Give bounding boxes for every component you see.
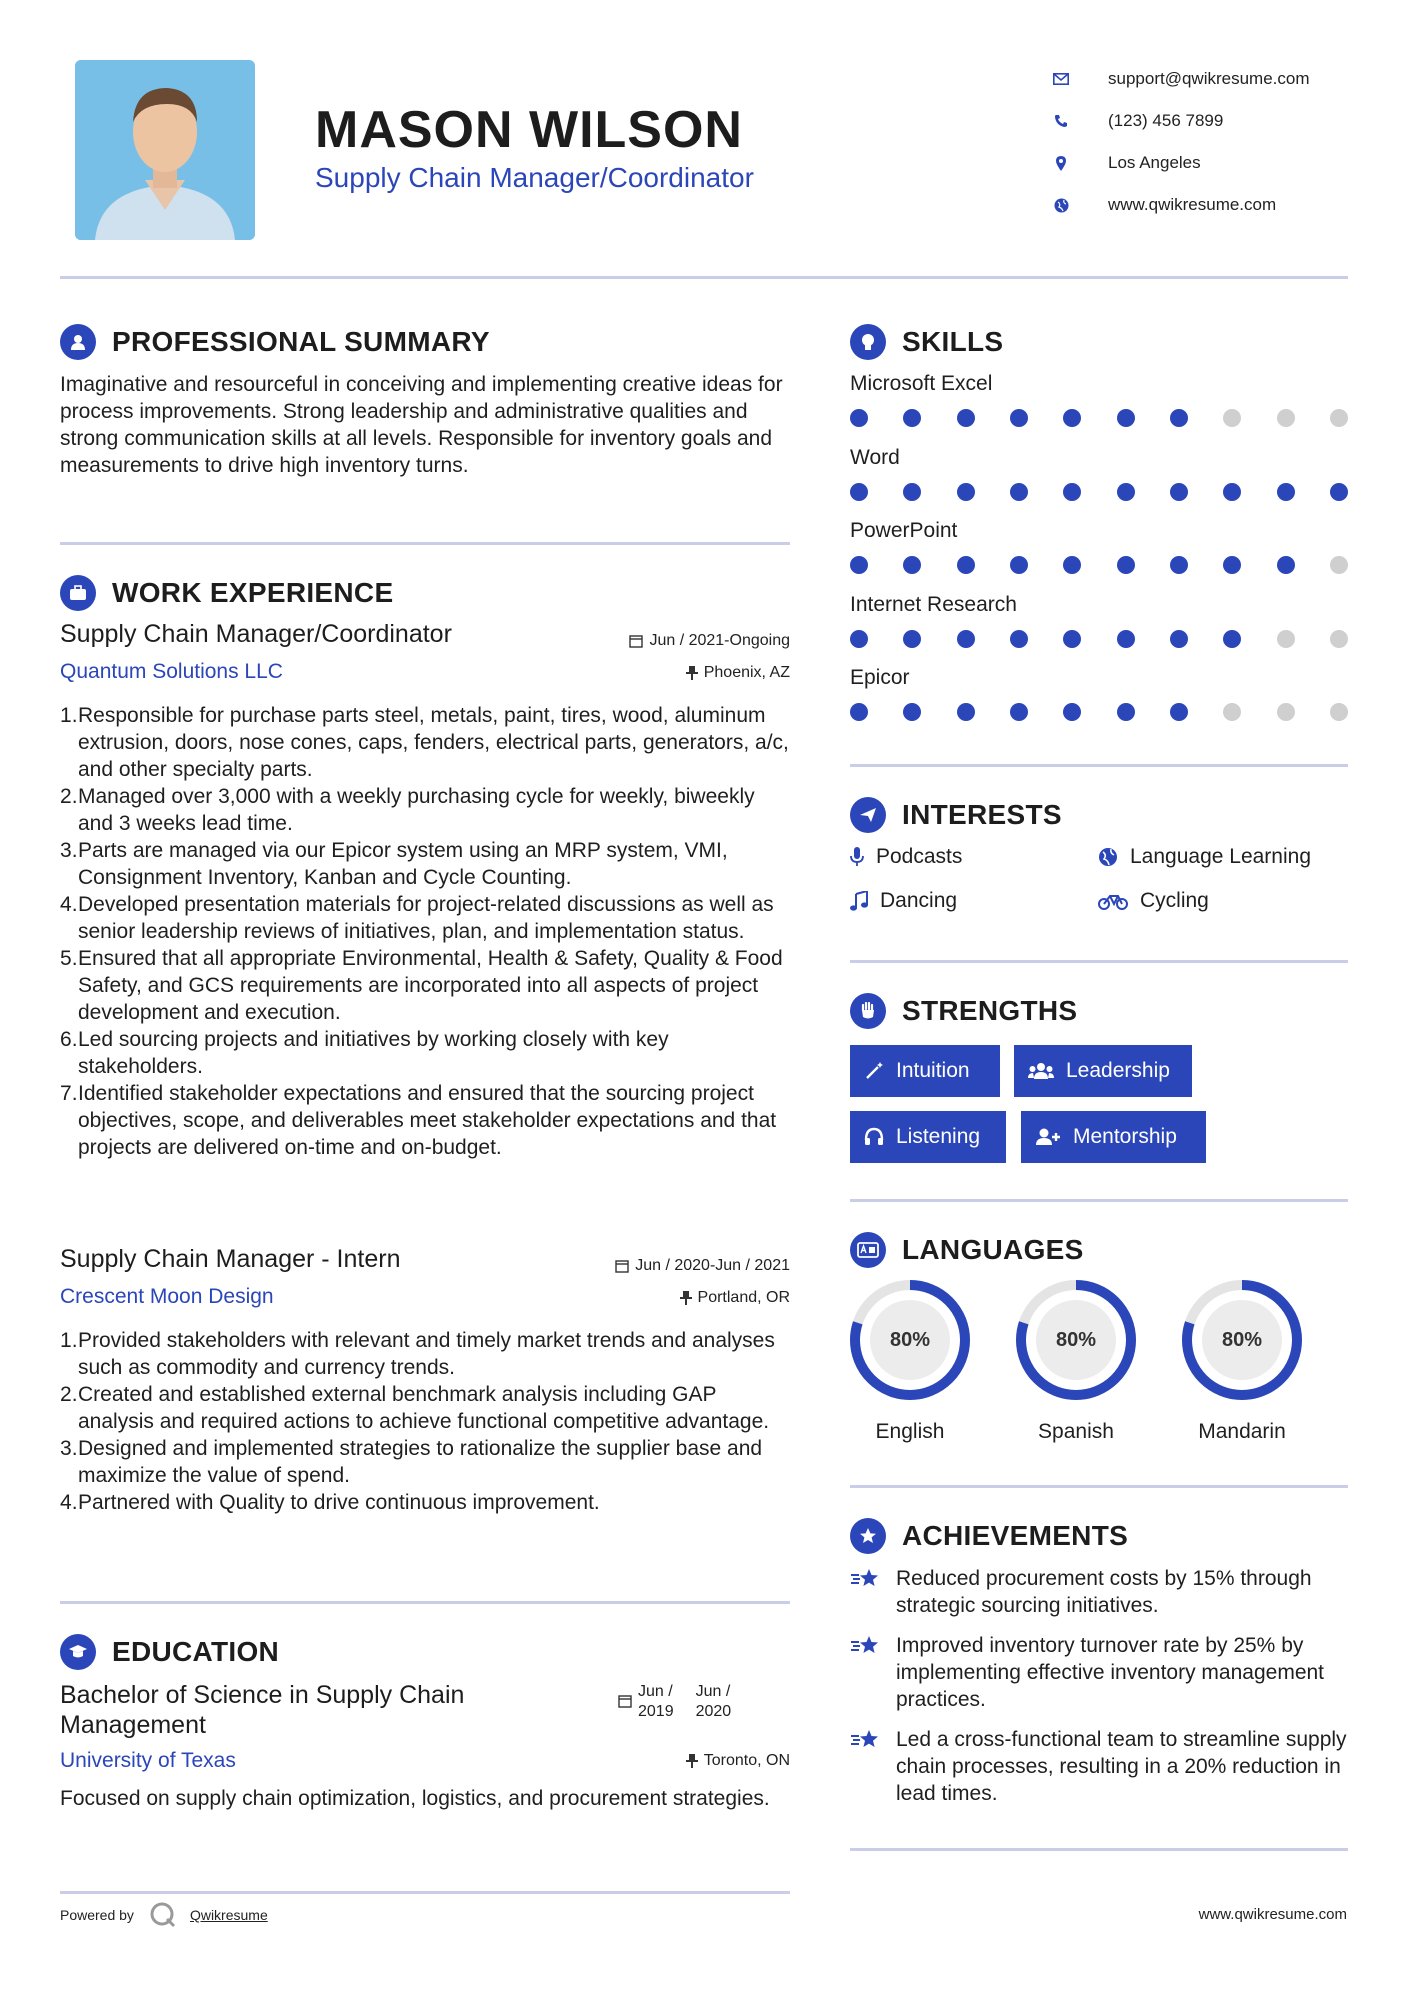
rating-dot-filled: [1170, 630, 1188, 648]
rating-dot-filled: [903, 409, 921, 427]
shooting-star-icon: [850, 1728, 882, 1752]
microphone-icon: [850, 847, 864, 867]
pin-icon: [680, 1291, 692, 1305]
bicycle-icon: [1098, 892, 1128, 910]
skill-rating: [850, 409, 1348, 427]
strengths-divider: [850, 1199, 1348, 1202]
work-heading: WORK EXPERIENCE: [60, 575, 393, 611]
rating-dot-filled: [957, 703, 975, 721]
job-1-title: Supply Chain Manager/Coordinator: [60, 620, 452, 648]
rating-dot-filled: [850, 630, 868, 648]
job-1-location: Phoenix, AZ: [686, 664, 790, 682]
languages-divider: [850, 1485, 1348, 1488]
footer-powered-by: Powered by Qwikresume: [60, 1900, 268, 1930]
strength-listening: Listening: [850, 1111, 1006, 1163]
job-1-date: Jun / 2021-Ongoing: [629, 632, 790, 650]
rating-dot-filled: [850, 703, 868, 721]
rating-dot-filled: [1010, 630, 1028, 648]
language-name: Mandarin: [1198, 1420, 1286, 1443]
contact-phone[interactable]: (123) 456 7899: [1050, 100, 1310, 142]
job-1-bullets: [60, 702, 790, 1161]
rating-dot-filled: [1170, 703, 1188, 721]
list-item: Designed and implemented strategies to rationalize the supplier base and maximize the value of spend.: [78, 1437, 763, 1487]
summary-divider: [60, 542, 790, 545]
job-2-date: Jun / 2020-Jun / 2021: [615, 1257, 790, 1275]
rating-dot-filled: [957, 556, 975, 574]
rating-dot-filled: [1063, 556, 1081, 574]
rating-dot-filled: [1223, 556, 1241, 574]
rating-dot-filled: [1170, 556, 1188, 574]
education-divider: [60, 1891, 790, 1894]
users-icon: [1028, 1061, 1054, 1081]
skill-name: Internet Research: [850, 592, 1017, 616]
list-item: Responsible for purchase parts steel, metals, paint, tires, wood, aluminum extrusion, doors, nose cones, caps, fenders, electrical parts, generators, a/c, and other specialty parts.: [78, 704, 789, 781]
contact-website[interactable]: www.qwikresume.com: [1050, 184, 1310, 226]
language-percent: 80%: [1036, 1300, 1116, 1380]
list-item: Developed presentation materials for project-related discussions as well as senior leadership reviews of initiatives, plan, and implementation status.: [78, 893, 774, 943]
rating-dot-filled: [1063, 483, 1081, 501]
rating-dot-filled: [1170, 483, 1188, 501]
music-icon: [850, 891, 868, 911]
list-item: Led sourcing projects and initiatives by working closely with key stakeholders.: [78, 1028, 669, 1078]
list-item: Partnered with Quality to drive continuous improvement.: [78, 1491, 600, 1514]
map-pin-icon: [1050, 152, 1072, 174]
rating-dot-filled: [1117, 630, 1135, 648]
strengths-heading: STRENGTHS: [850, 993, 1077, 1029]
lightbulb-icon: [850, 324, 886, 360]
rating-dot-filled: [1117, 556, 1135, 574]
summary-heading: PROFESSIONAL SUMMARY: [60, 324, 490, 360]
summary-text: Imaginative and resourceful in conceiving and implementing creative ideas for process improvements. Strong leadership and administrative qualities and strong communication skills at all levels. Responsible for inventory goals and measurements to drive high inventory turns.: [60, 373, 783, 477]
contact-email[interactable]: support@qwikresume.com: [1050, 58, 1310, 100]
graduation-cap-icon: [60, 1634, 96, 1670]
interests-heading: INTERESTS: [850, 797, 1062, 833]
skill-rating: [850, 630, 1348, 648]
list-item: Provided stakeholders with relevant and timely market trends and analyses such as commodity and currency trends.: [78, 1329, 775, 1379]
rating-dot-filled: [1223, 630, 1241, 648]
rating-dot-empty: [1277, 703, 1295, 721]
language-english: [848, 1278, 972, 1444]
interest-dancing: Dancing: [850, 889, 957, 913]
interests-divider: [850, 960, 1348, 963]
list-item: Parts are managed via our Epicor system using an MRP system, VMI, Consignment Inventory, Kanban and Cycle Counting.: [78, 839, 728, 889]
rating-dot-filled: [1010, 409, 1028, 427]
contact-location: Los Angeles: [1050, 142, 1310, 184]
qwikresume-link[interactable]: Qwikresume: [189, 1907, 268, 1923]
rating-dot-filled: [1063, 703, 1081, 721]
candidate-title: Supply Chain Manager/Coordinator: [315, 162, 754, 193]
qwikresume-logo-icon: [148, 1900, 178, 1930]
calendar-icon: [618, 1694, 632, 1708]
achievements-divider: [850, 1848, 1348, 1851]
rating-dot-filled: [957, 409, 975, 427]
language-card-icon: [850, 1232, 886, 1268]
job-2-title: Supply Chain Manager - Intern: [60, 1245, 401, 1273]
candidate-name: MASON WILSON: [315, 101, 743, 159]
education-heading: EDUCATION: [60, 1634, 279, 1670]
education-location: Toronto, ON: [686, 1752, 790, 1770]
rating-dot-empty: [1330, 703, 1348, 721]
calendar-icon: [615, 1259, 629, 1273]
rating-dot-filled: [850, 483, 868, 501]
rating-dot-filled: [903, 630, 921, 648]
rating-dot-empty: [1223, 703, 1241, 721]
rating-dot-filled: [957, 483, 975, 501]
footer-url[interactable]: www.qwikresume.com: [1198, 1906, 1347, 1923]
rating-dot-filled: [1277, 556, 1295, 574]
achievements-heading: ACHIEVEMENTS: [850, 1518, 1128, 1554]
job-2-bullets: [60, 1327, 790, 1516]
globe-icon: [1098, 847, 1118, 867]
language-spanish: [1014, 1278, 1138, 1444]
rating-dot-filled: [1170, 409, 1188, 427]
rating-dot-filled: [903, 703, 921, 721]
list-item: Ensured that all appropriate Environmental, Health & Safety, Quality & Food Safety, and GCS requirements are incorporated into all aspects of project development and execution.: [78, 947, 783, 1024]
rating-dot-filled: [903, 556, 921, 574]
rating-dot-empty: [1330, 409, 1348, 427]
headphones-icon: [864, 1127, 884, 1147]
rating-dot-empty: [1223, 409, 1241, 427]
interest-cycling: Cycling: [1098, 889, 1209, 913]
shooting-star-icon: [850, 1634, 882, 1658]
pin-icon: [686, 666, 698, 680]
rating-dot-filled: [1063, 409, 1081, 427]
user-icon: [60, 324, 96, 360]
rating-dot-empty: [1277, 409, 1295, 427]
rating-dot-empty: [1277, 630, 1295, 648]
magic-wand-icon: [864, 1061, 884, 1081]
star-badge-icon: [850, 1518, 886, 1554]
hand-icon: [850, 993, 886, 1029]
envelope-icon: [1050, 68, 1072, 90]
rating-dot-filled: [1117, 703, 1135, 721]
rating-dot-empty: [1330, 556, 1348, 574]
language-mandarin: [1180, 1278, 1304, 1444]
paper-plane-icon: [850, 797, 886, 833]
rating-dot-filled: [1117, 409, 1135, 427]
list-item: Managed over 3,000 with a weekly purchasing cycle for weekly, biweekly and 3 weeks lead time.: [78, 785, 755, 835]
interest-language-learning: Language Learning: [1098, 845, 1311, 869]
language-name: Spanish: [1038, 1420, 1114, 1443]
achievement-item: Reduced procurement costs by 15% through strategic sourcing initiatives.: [850, 1565, 1348, 1619]
skill-name: Epicor: [850, 666, 910, 689]
job-1-company: Quantum Solutions LLC: [60, 660, 283, 683]
interest-podcasts: Podcasts: [850, 845, 962, 869]
list-item: Identified stakeholder expectations and ensured that the sourcing project objectives, scope, and deliverables meet stakeholder expectations and that projects are delivered on-time and on-budget.: [78, 1082, 777, 1159]
strength-leadership: Leadership: [1014, 1045, 1192, 1097]
skills-heading: SKILLS: [850, 324, 1003, 360]
education-text: Focused on supply chain optimization, logistics, and procurement strategies.: [60, 1787, 770, 1810]
rating-dot-filled: [1063, 630, 1081, 648]
globe-icon: [1050, 194, 1072, 216]
skill-rating: [850, 556, 1348, 574]
header-divider: [60, 276, 1348, 279]
calendar-icon: [629, 634, 643, 648]
rating-dot-filled: [1010, 556, 1028, 574]
phone-icon: [1050, 110, 1072, 132]
rating-dot-filled: [957, 630, 975, 648]
rating-dot-filled: [1330, 483, 1348, 501]
profile-photo: [75, 60, 255, 240]
skill-name: Word: [850, 445, 900, 469]
rating-dot-filled: [850, 409, 868, 427]
language-name: English: [875, 1420, 945, 1443]
work-divider: [60, 1601, 790, 1604]
rating-dot-empty: [1330, 630, 1348, 648]
rating-dot-filled: [1010, 703, 1028, 721]
achievement-item: Improved inventory turnover rate by 25% by implementing effective inventory management practices.: [850, 1632, 1348, 1713]
rating-dot-filled: [903, 483, 921, 501]
education-degree: Bachelor of Science in Supply Chain Management: [60, 1681, 465, 1739]
achievement-item: Led a cross-functional team to streamline supply chain processes, resulting in a 20% reduction in lead times.: [850, 1726, 1348, 1807]
rating-dot-filled: [1117, 483, 1135, 501]
rating-dot-filled: [1277, 483, 1295, 501]
education-school: University of Texas: [60, 1749, 236, 1772]
strength-intuition: Intuition: [850, 1045, 1000, 1097]
strength-mentorship: Mentorship: [1021, 1111, 1206, 1163]
rating-dot-filled: [1010, 483, 1028, 501]
rating-dot-filled: [850, 556, 868, 574]
user-plus-icon: [1035, 1127, 1061, 1147]
rating-dot-filled: [1223, 483, 1241, 501]
skill-rating: [850, 703, 1348, 721]
language-percent: 80%: [1202, 1300, 1282, 1380]
skill-name: Microsoft Excel: [850, 372, 993, 395]
job-2-location: Portland, OR: [680, 1289, 790, 1307]
pin-icon: [686, 1754, 698, 1768]
languages-heading: LANGUAGES: [850, 1232, 1084, 1268]
language-percent: 80%: [870, 1300, 950, 1380]
skill-rating: [850, 483, 1348, 501]
briefcase-icon: [60, 575, 96, 611]
shooting-star-icon: [850, 1567, 882, 1591]
list-item: Created and established external benchmark analysis including GAP analysis and required actions to achieve functional competitive advantage.: [78, 1383, 770, 1433]
skill-name: PowerPoint: [850, 519, 958, 542]
job-2-company: Crescent Moon Design: [60, 1285, 274, 1308]
contact-list: [1050, 58, 1310, 226]
education-date: Jun / 2019 Jun / 2020: [618, 1682, 731, 1722]
skills-divider: [850, 764, 1348, 767]
